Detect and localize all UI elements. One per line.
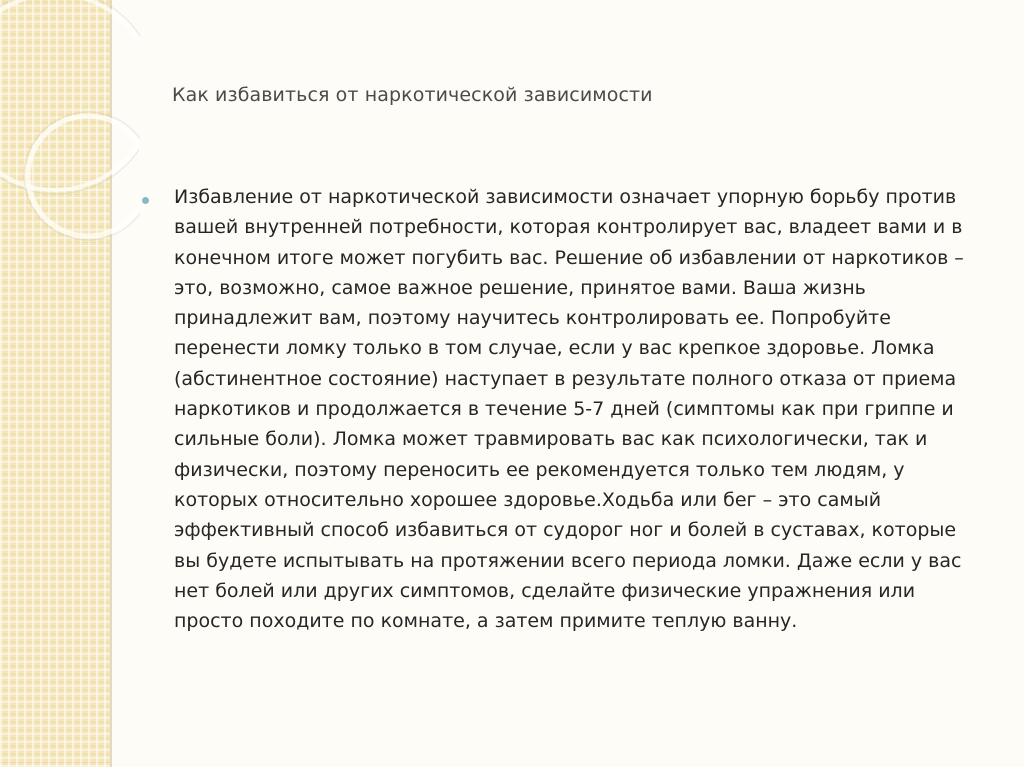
bullet-item xyxy=(142,182,982,636)
slide-title: Как избавиться от наркотической зависимости xyxy=(172,84,653,106)
decorative-side-panel xyxy=(0,0,110,767)
bullet-dot-icon xyxy=(142,197,149,204)
panel-divider xyxy=(110,0,112,767)
slide-content xyxy=(142,182,982,636)
bullet-text: Избавление от наркотической зависимости означает упорную борьбу против вашей внутренней потребности, которая контролирует вас, владеет вами и в конечном итоге может погубить вас. Решение об избавлении от наркотиков – это, возможно, самое важное решение, принятое вами. Ваша жизнь принадлежит вам, поэтому научитесь контролировать ее. Попробуйте перенести ломку только в том случае, если у вас крепкое здоровье. Ломка (абстинентное состояние) наступает в результате полного отказа от приема наркотиков и продолжается в течение 5-7 дней (симптомы как при гриппе и сильные боли). Ломка может травмировать вас как психологически, так и физически, поэтому переносить ее рекомендуется только тем людям, у которых относительно хорошее здоровье.Ходьба или бег – это самый эффективный способ избавиться от судорог ног и болей в суставах, которые вы будете испытывать на протяжении всего периода ломки. Даже если у вас нет болей или других симптомов, сделайте физические упражнения или просто походите по комнате, а затем примите теплую ванну. xyxy=(174,186,964,633)
